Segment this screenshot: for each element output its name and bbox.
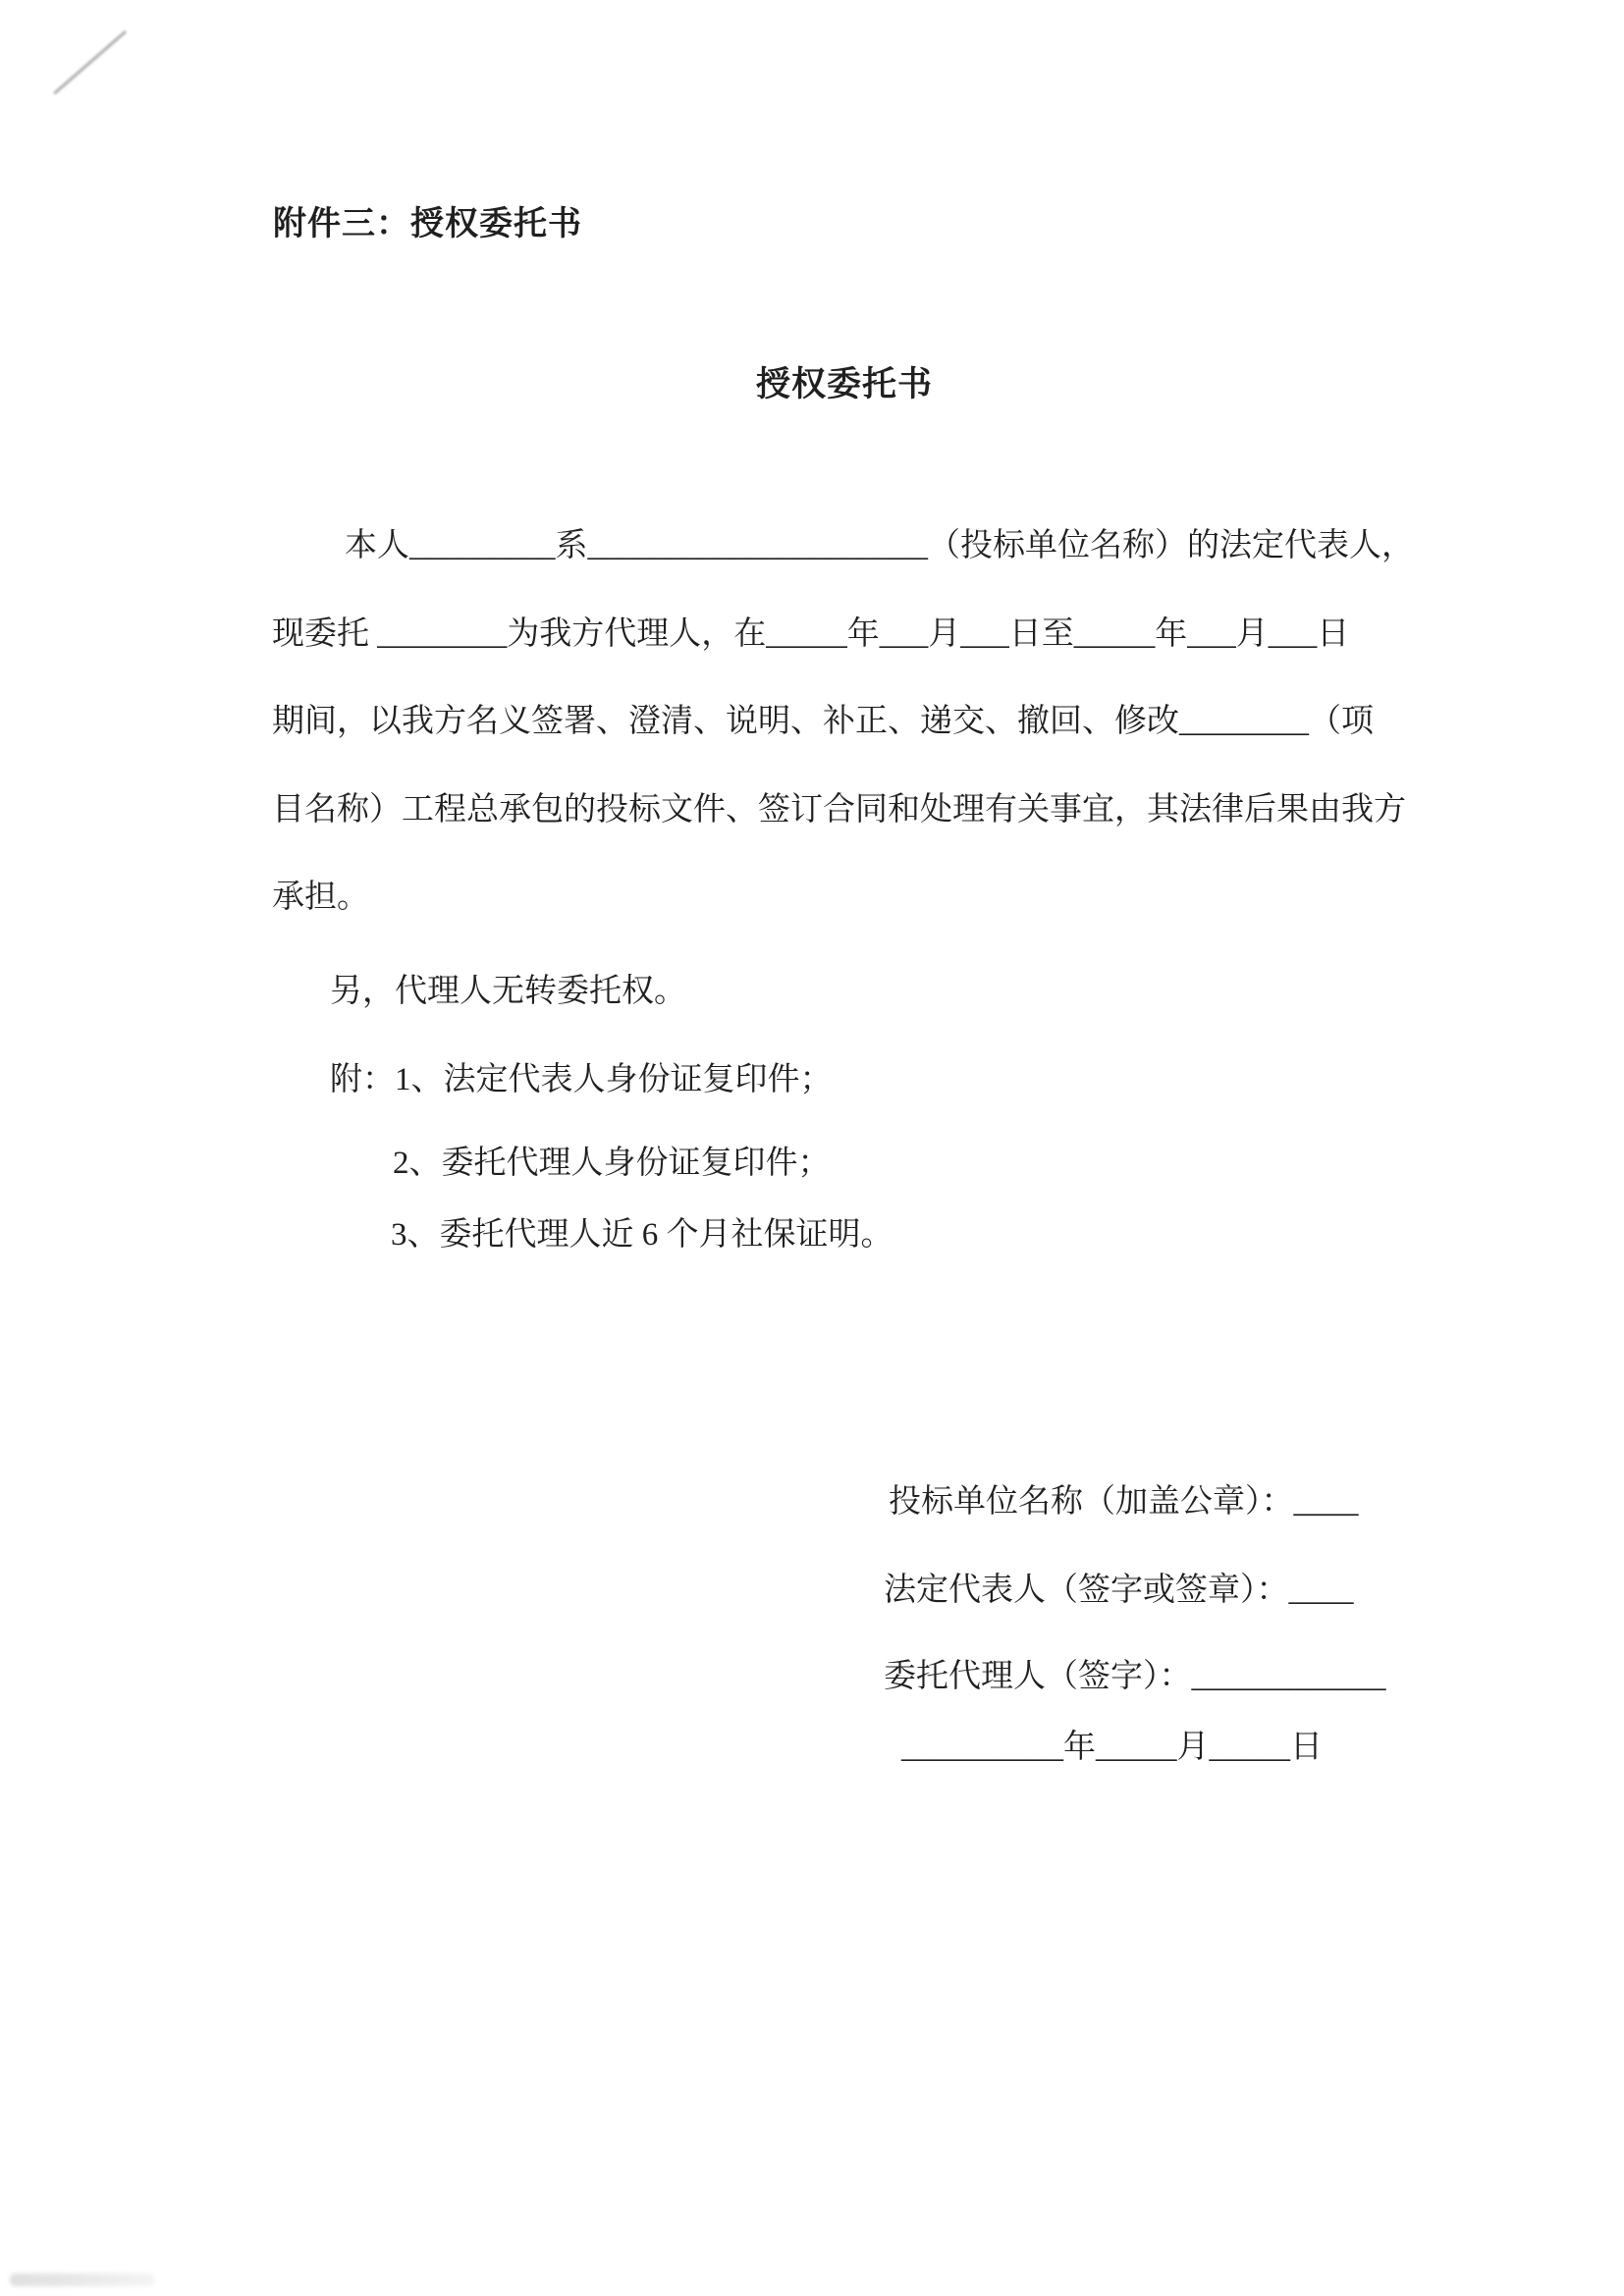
body-line: 现委托 ________为我方代理人，在_____年___月___日至_____年___月___日 xyxy=(272,615,1350,652)
attachment-item-agent-id-copy: 2、委托代理人身份证复印件； xyxy=(393,1146,831,1181)
body-paragraph xyxy=(272,503,1414,942)
body-line: 期间，以我方名义签署、澄清、说明、补正、递交、撤回、修改________（项 xyxy=(272,704,1374,739)
attachment-header: 附件三：授权委托书 xyxy=(273,206,582,242)
scan-scratch-mark xyxy=(53,30,127,95)
signature-line-date: __________年_____月_____日 xyxy=(901,1730,1323,1765)
signature-line-entrusted-agent: 委托代理人（签字）：____________ xyxy=(884,1659,1386,1694)
attachment-item-legal-rep-id-copy: 附：1、法定代表人身份证复印件； xyxy=(330,1062,833,1097)
body-line: 目名称）工程总承包的投标文件、签订合同和处理有关事宜，其法律后果由我方 xyxy=(272,791,1406,828)
attachment-item-agent-social-security: 3、委托代理人近 6 个月社保证明。 xyxy=(391,1217,893,1253)
no-sub-delegation-note: 另，代理人无转委托权。 xyxy=(330,974,686,1009)
signature-line-legal-representative: 法定代表人（签字或签章）：____ xyxy=(884,1573,1354,1608)
signature-line-company-seal: 投标单位名称（加盖公章）：____ xyxy=(889,1484,1359,1520)
scan-smudge-mark xyxy=(10,2273,155,2286)
body-line: 本人_________系_____________________（投标单位名称）的法定代表人， xyxy=(345,528,1414,563)
document-title: 授权委托书 xyxy=(756,365,934,403)
body-line: 承担。 xyxy=(272,880,369,915)
